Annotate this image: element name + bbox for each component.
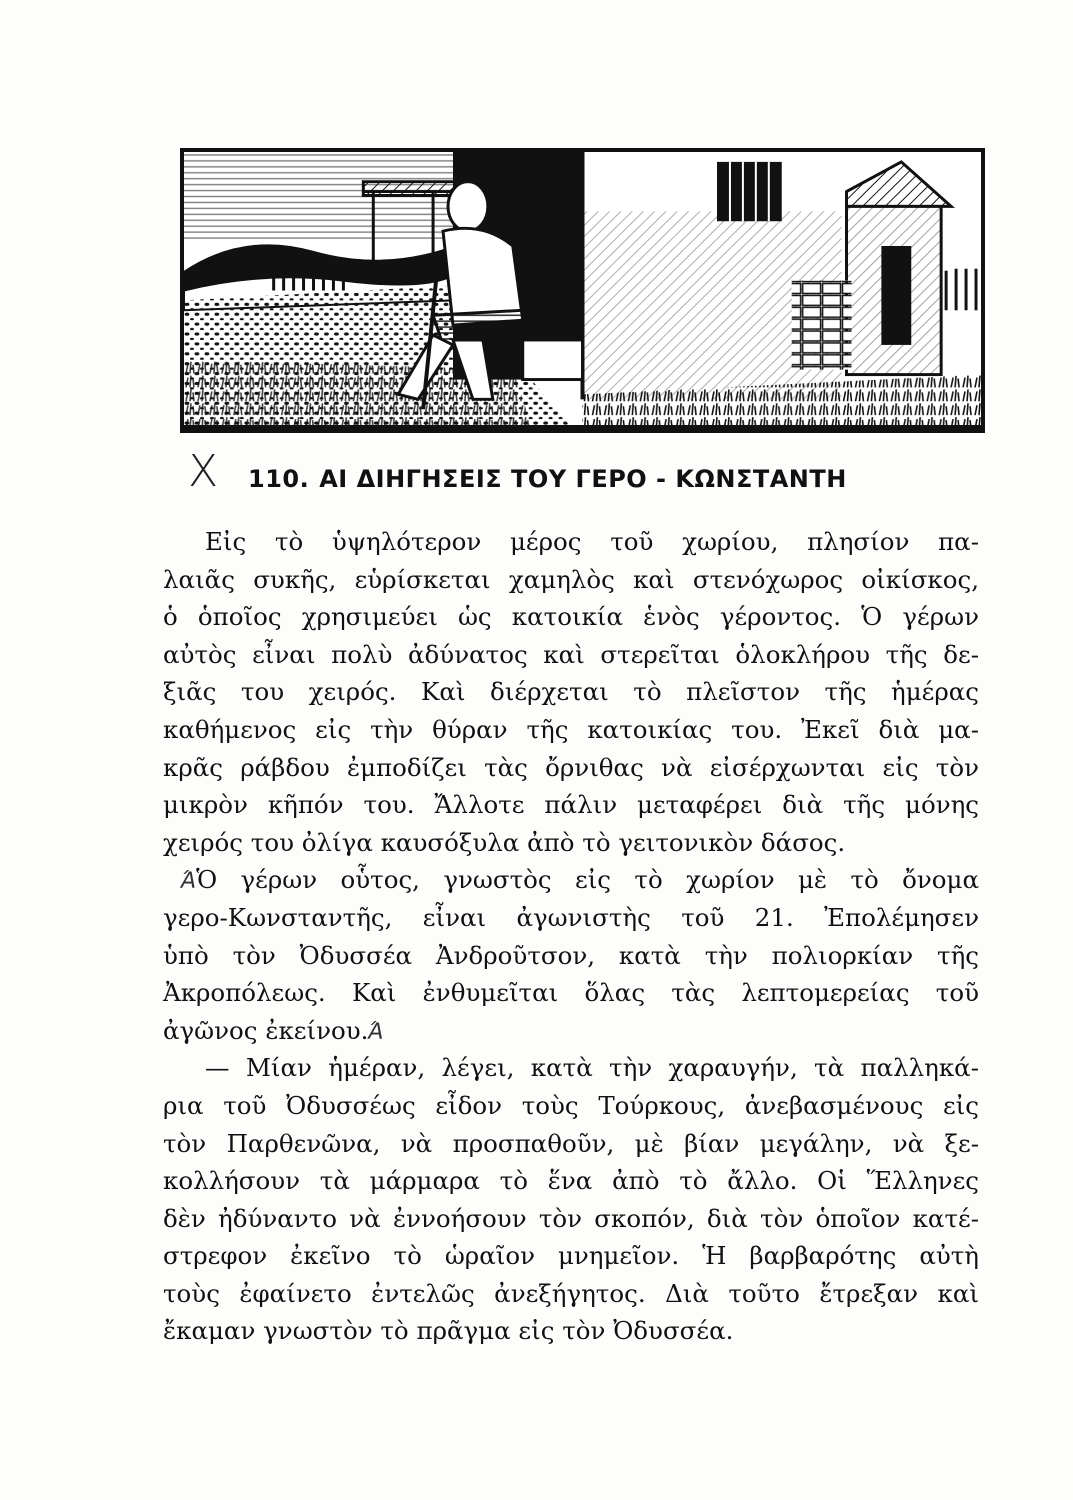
handwritten-end-mark: Ά <box>368 1019 384 1045</box>
text-line: ἔκαμαν γνωστὸν τὸ πρᾶγμα εἰς τὸν Ὀδυσσέα. <box>163 1316 734 1346</box>
chapter-number: 110. <box>248 465 310 493</box>
text-line: λαιᾶς συκῆς, εὑρίσκεται χαμηλὸς καὶ στενόχωρος οἰκίσκος, <box>163 564 979 594</box>
text-line: — Μίαν ἡμέραν, λέγει, κατὰ τὴν χαραυγήν, τὰ παλληκά- <box>205 1053 979 1083</box>
text-line: ὁ ὁποῖος χρησιμεύει ὡς κατοικία ἑνὸς γέροντος. Ὁ γέρων <box>163 602 979 632</box>
text-line-with-end-mark <box>163 1012 979 1050</box>
chapter-heading <box>248 465 948 493</box>
chapter-title: ΑΙ ΔΙΗΓΗΣΕΙΣ ΤΟΥ ΓΕΡΟ - ΚΩΝΣΤΑΝΤΗ <box>319 465 847 493</box>
text-line: δὲν ἠδύναντο νὰ ἐννοήσουν τὸν σκοπόν, διὰ τὸν ὁποῖον κατέ- <box>163 1203 979 1233</box>
text-line: Ὁ γέρων οὗτος, γνωστὸς εἰς τὸ χωρίον μὲ τὸ ὄνομα <box>196 865 979 895</box>
text-line: μικρὸν κῆπόν του. Ἄλλοτε πάλιν μεταφέρει διὰ τῆς μόνης <box>163 790 979 820</box>
text-line-with-mark <box>163 861 979 899</box>
old-man-at-doorway-illustration <box>184 152 981 429</box>
handwritten-x-mark: Χ <box>188 446 219 497</box>
text-line: Ἀκροπόλεως. Καὶ ἐνθυμεῖται ὅλας τὰς λεπτομερείας τοῦ <box>163 978 979 1008</box>
handwritten-paragraph-mark: Ά <box>181 869 197 895</box>
text-line: τοὺς ἐφαίνετο ἐντελῶς ἀνεξήγητος. Διὰ τοῦτο ἔτρεξαν καὶ <box>163 1278 979 1308</box>
text-line: γερο-Κωνσταντῆς, εἶναι ἀγωνιστὴς τοῦ 21. Ἐπολέμησεν <box>163 902 979 932</box>
text-line: τὸν Παρθενῶνα, νὰ προσπαθοῦν, μὲ βίαν μεγάλην, νὰ ξε- <box>163 1128 979 1158</box>
text-line: ρια τοῦ Ὀδυσσέως εἶδον τοὺς Τούρκους, ἀνεβασμένους εἰς <box>163 1090 979 1120</box>
text-line: κολλήσουν τὰ μάρμαρα τὸ ἕνα ἀπὸ τὸ ἄλλο. Οἱ Ἕλληνες <box>163 1166 979 1196</box>
woodcut-illustration <box>180 148 985 433</box>
story-text <box>163 523 979 1350</box>
text-line: ὑπὸ τὸν Ὀδυσσέα Ἀνδροῦτσον, κατὰ τὴν πολιορκίαν τῆς <box>163 940 979 970</box>
text-line: καθήμενος εἰς τὴν θύραν τῆς κατοικίας του. Ἐκεῖ διὰ μα- <box>163 714 979 744</box>
text-line: αὐτὸς εἶναι πολὺ ἀδύνατος καὶ στερεῖται ὁλοκλήρου τῆς δε- <box>163 639 979 669</box>
text-line: κρᾶς ράβδου ἐμποδίζει τὰς ὄρνιθας νὰ εἰσέρχωνται εἰς τὸν <box>163 752 979 782</box>
text-line: ἀγῶνος ἐκείνου. <box>163 1015 369 1045</box>
text-line: Εἰς τὸ ὑψηλότερον μέρος τοῦ χωρίου, πλησίον πα- <box>205 527 979 556</box>
text-line: ξιᾶς του χειρός. Καὶ διέρχεται τὸ πλεῖστον τῆς ἡμέρας <box>163 677 979 707</box>
text-line: στρεφον ἐκεῖνο τὸ ὡραῖον μνημεῖον. Ἡ βαρβαρότης αὐτὴ <box>163 1241 979 1271</box>
text-line: χειρός του ὀλίγα καυσόξυλα ἀπὸ τὸ γειτονικὸν δάσος. <box>163 827 846 857</box>
